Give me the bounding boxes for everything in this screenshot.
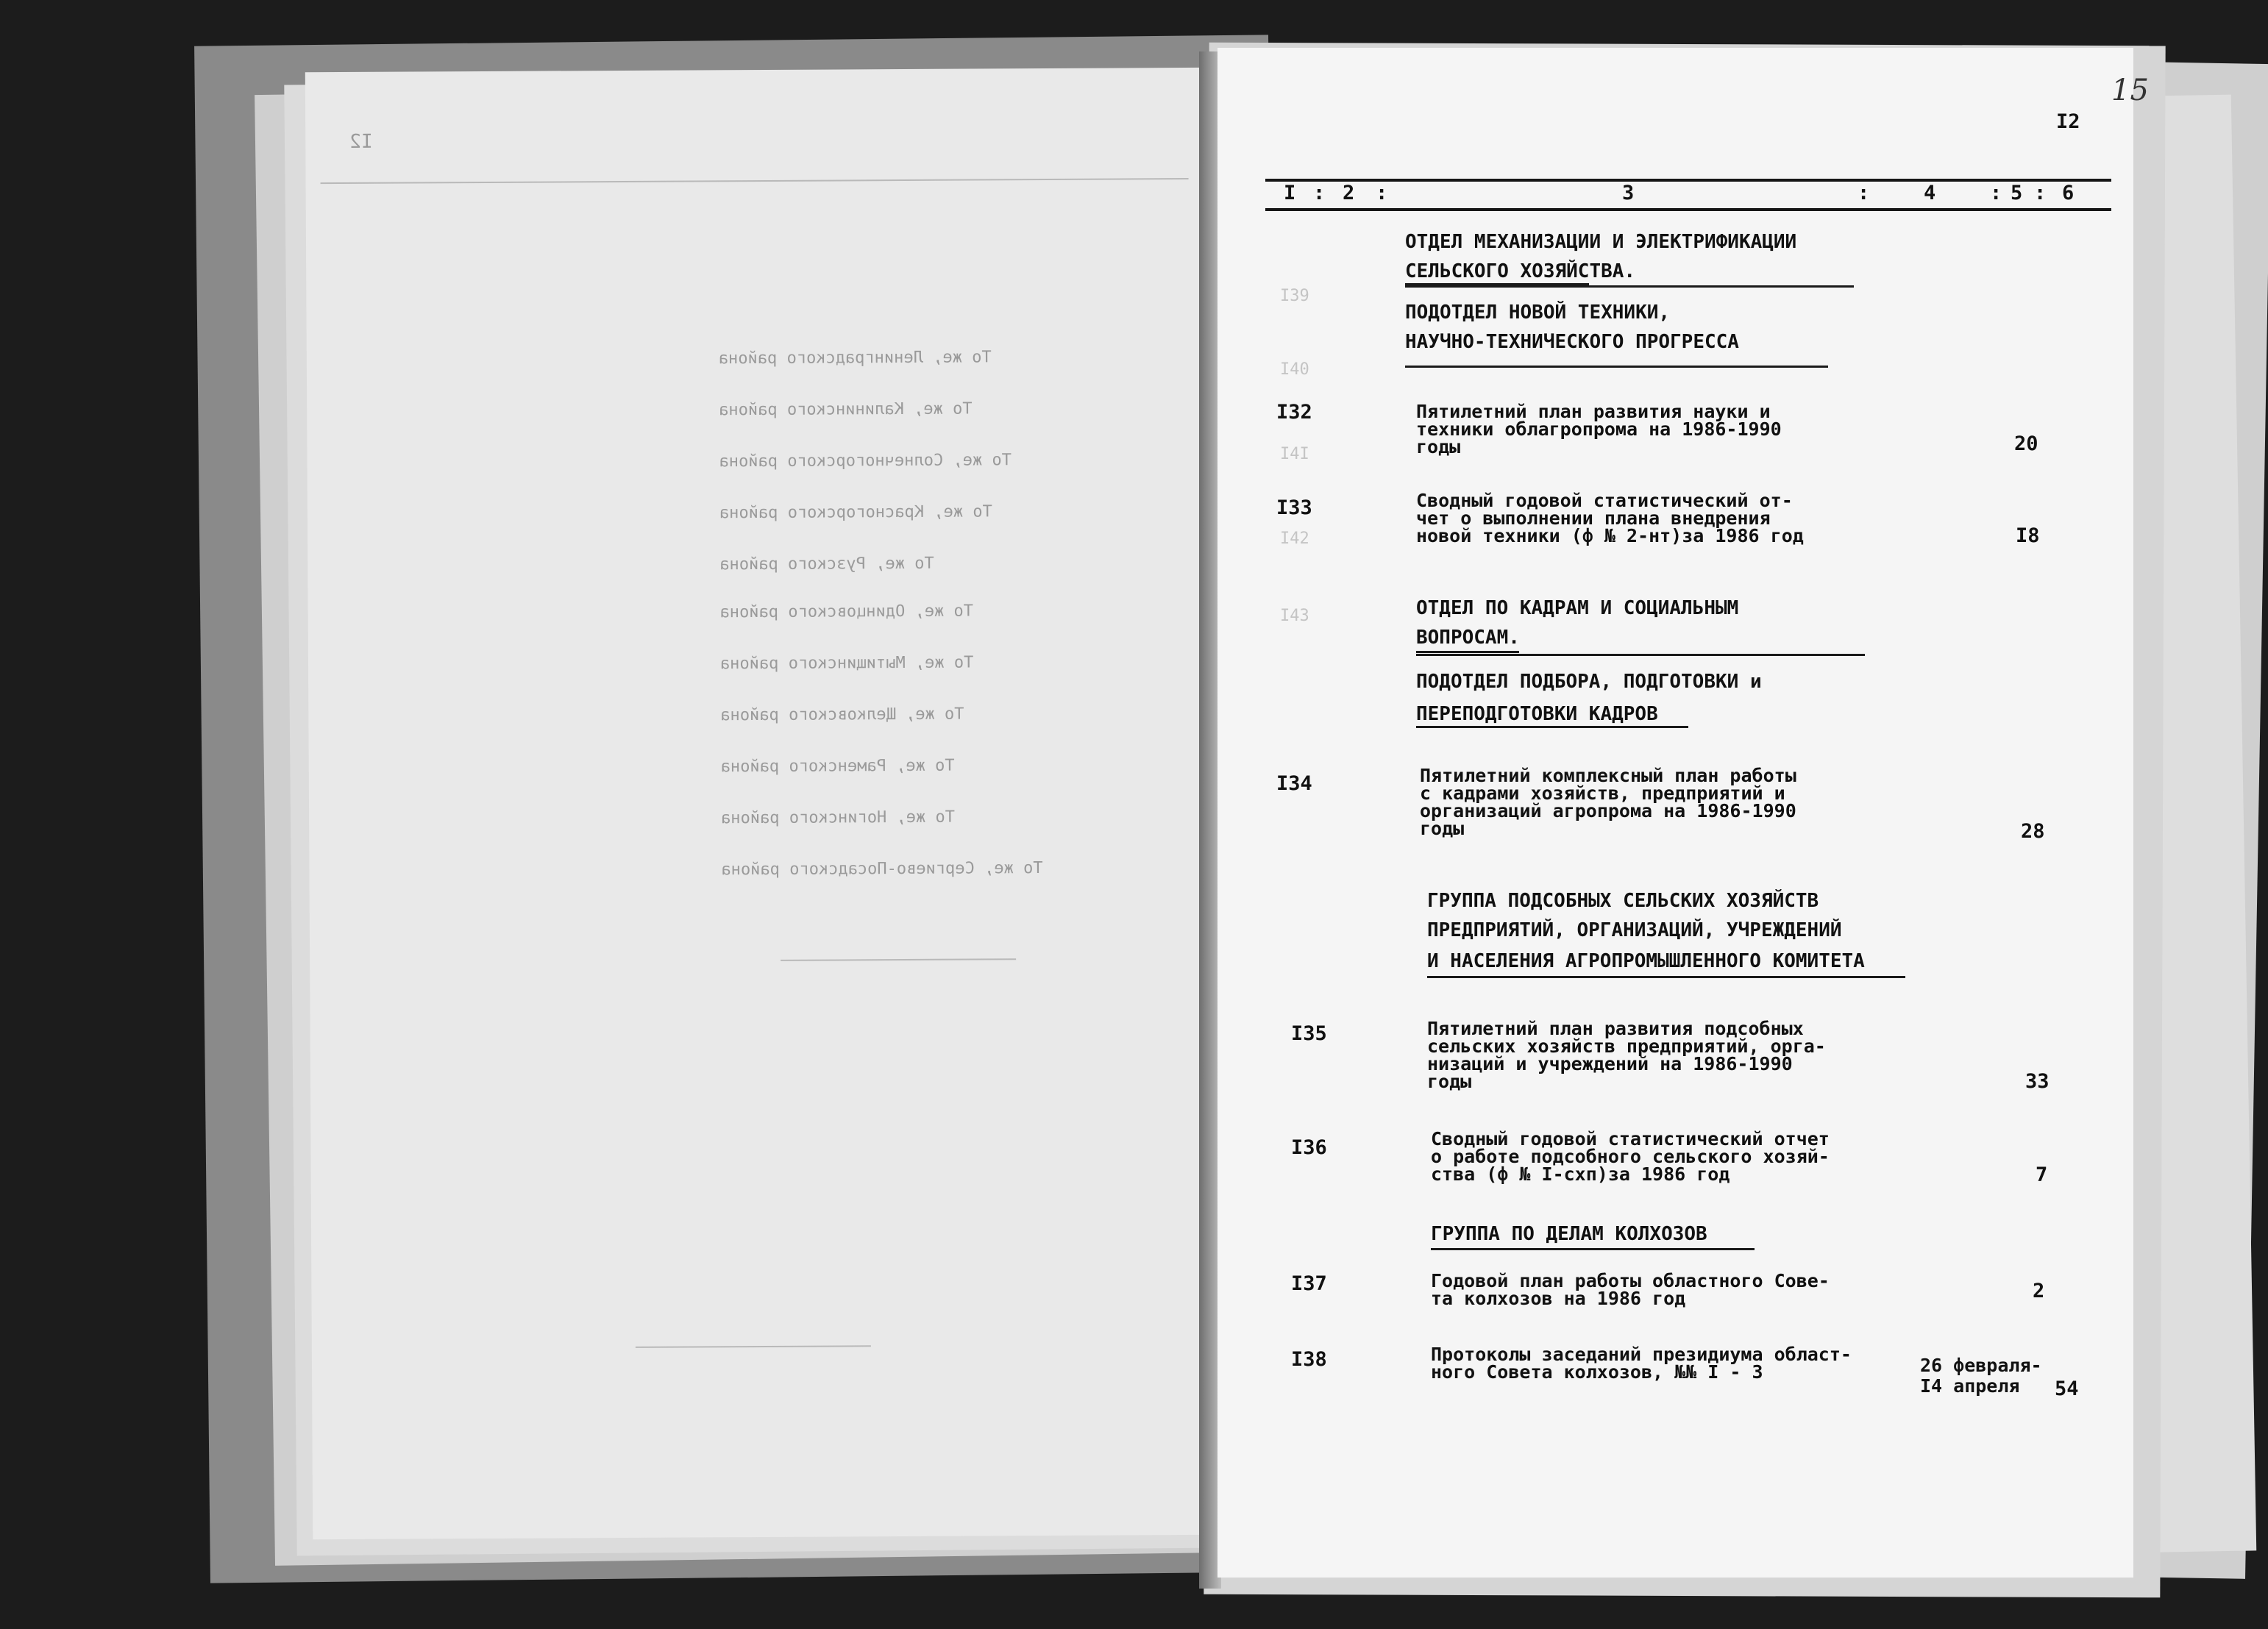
ghost-line: То же, Рузского района — [719, 554, 934, 574]
archive-stamp: 15 — [2111, 74, 2149, 107]
header-rule-top — [1265, 179, 2111, 182]
bleed-text: I4I — [1280, 445, 1309, 463]
col-separator: : — [1990, 182, 2002, 204]
header-rule-bottom — [1265, 208, 2111, 211]
entry-title-line: о работе подсобного сельского хозяй- — [1431, 1146, 1830, 1167]
ghost-line: То же, Калининского района — [719, 399, 973, 420]
section-heading: ГРУППА ПО ДЕЛАМ КОЛХОЗОВ — [1431, 1223, 1707, 1245]
section-underline — [1416, 651, 1519, 653]
entry-title-line: Пятилетний план развития подсобных — [1427, 1018, 1804, 1039]
page-number: I2 — [2056, 110, 2080, 133]
section-heading: ПЕРЕПОДГОТОВКИ КАДРОВ — [1416, 703, 1658, 725]
entry-number: I35 — [1291, 1022, 1327, 1045]
section-underline — [1427, 976, 1905, 978]
entry-number: I38 — [1291, 1348, 1327, 1371]
entry-sheets: 28 — [2021, 820, 2045, 843]
entry-number: I37 — [1291, 1272, 1327, 1295]
ghost-line: То же, Красногорского района — [719, 502, 992, 523]
section-heading: НАУЧНО-ТЕХНИЧЕСКОГО ПРОГРЕССА — [1405, 331, 1739, 353]
section-underline — [1431, 1248, 1755, 1250]
left-page-number: I2 — [349, 130, 373, 153]
col-header-3: 3 — [1622, 182, 1635, 204]
col-separator: : — [1858, 182, 1870, 204]
section-heading: ПОДОТДЕЛ ПОДБОРА, ПОДГОТОВКИ и — [1416, 671, 1762, 693]
ghost-line: То же, Щелковского района — [720, 705, 964, 725]
entry-dates: 26 февраля- — [1920, 1355, 2042, 1376]
entry-title-line: организаций агропрома на 1986-1990 — [1420, 800, 1796, 821]
ghost-underline — [781, 958, 1016, 961]
bleed-text: I42 — [1280, 530, 1309, 548]
entry-sheets: 33 — [2025, 1070, 2050, 1093]
entry-title-line: ного Совета колхозов, №№ I - 3 — [1431, 1361, 1763, 1383]
entry-sheets: I8 — [2016, 524, 2040, 547]
ghost-line: То же, Раменского района — [720, 756, 955, 777]
section-underline — [1405, 366, 1828, 368]
col-header-1: I — [1284, 182, 1296, 204]
entry-title-line: Протоколы заседаний президиума област- — [1431, 1344, 1852, 1365]
entry-title-line: с кадрами хозяйств, предприятий и — [1420, 783, 1785, 804]
entry-number: I34 — [1276, 772, 1312, 795]
entry-number: I33 — [1276, 496, 1312, 519]
section-heading: ОТДЕЛ МЕХАНИЗАЦИИ И ЭЛЕКТРИФИКАЦИИ — [1405, 231, 1797, 253]
section-heading: ПРЕДПРИЯТИЙ, ОРГАНИЗАЦИЙ, УЧРЕЖДЕНИЙ — [1427, 919, 1842, 941]
bleed-text: I39 — [1280, 287, 1309, 305]
entry-title-line: низаций и учреждений на 1986-1990 — [1427, 1053, 1793, 1074]
col-header-4: 4 — [1924, 182, 1936, 204]
col-header-6: 6 — [2062, 182, 2075, 204]
entry-sheets: 2 — [2033, 1280, 2045, 1302]
entry-number: I32 — [1276, 401, 1312, 424]
entry-title-line: техники облагропрома на 1986-1990 — [1416, 418, 1782, 440]
ghost-line: То же, Ногинского района — [721, 808, 956, 828]
entry-sheets: 54 — [2055, 1377, 2079, 1400]
entry-title-line: чет о выполнении плана внедрения — [1416, 507, 1771, 529]
entry-sheets: 7 — [2036, 1163, 2048, 1186]
entry-title-line: годы — [1427, 1071, 1472, 1092]
section-heading: ОТДЕЛ ПО КАДРАМ И СОЦИАЛЬНЫМ — [1416, 597, 1739, 619]
entry-title-line: сельских хозяйств предприятий, орга- — [1427, 1035, 1826, 1057]
section-heading: ГРУППА ПОДСОБНЫХ СЕЛЬСКИХ ХОЗЯЙСТВ — [1427, 890, 1819, 912]
section-heading: СЕЛЬСКОГО ХОЗЯЙСТВА. — [1405, 260, 1636, 282]
section-heading: ВОПРОСАМ. — [1416, 627, 1520, 649]
ghost-line: То же, Одинцовского района — [719, 602, 974, 622]
bleed-text: I40 — [1280, 360, 1309, 379]
col-header-2: 2 — [1343, 182, 1355, 204]
col-separator: : — [1313, 182, 1326, 204]
section-underline — [1416, 726, 1688, 728]
section-heading: ПОДОТДЕЛ НОВОЙ ТЕХНИКИ, — [1405, 302, 1671, 324]
bleed-text: I43 — [1280, 607, 1309, 625]
ghost-line: То же, Мытищинского района — [719, 653, 974, 674]
right-page — [1217, 48, 2149, 1578]
entry-number: I36 — [1291, 1136, 1327, 1159]
entry-title-line: ства (ф № I-схп)за 1986 год — [1431, 1163, 1730, 1185]
entry-sheets: 20 — [2014, 432, 2038, 455]
col-header-5: 5 — [2011, 182, 2023, 204]
entry-title-line: Годовой план работы областного Сове- — [1431, 1270, 1830, 1291]
ghost-line: То же, Сергиево-Посадского района — [721, 859, 1043, 880]
col-separator: : — [1376, 182, 1388, 204]
ghost-line: То же, Солнечногорского района — [719, 451, 1012, 471]
left-page — [305, 68, 1225, 1539]
section-underline — [1405, 285, 1854, 288]
entry-title-line: годы — [1420, 818, 1465, 839]
col-separator: : — [2034, 182, 2047, 204]
entry-title-line: новой техники (ф № 2-нт)за 1986 год — [1416, 525, 1804, 546]
entry-title-line: Пятилетний комплексный план работы — [1420, 765, 1796, 786]
entry-dates: I4 апреля — [1920, 1375, 2020, 1397]
left-page-rule — [321, 178, 1189, 184]
ghost-underline — [636, 1345, 871, 1348]
ghost-line: То же, Ленинградского района — [718, 348, 992, 368]
entry-title-line: та колхозов на 1986 год — [1431, 1288, 1686, 1309]
entry-title-line: Пятилетний план развития науки и — [1416, 401, 1771, 422]
entry-title-line: Сводный годовой статистический отчет — [1431, 1128, 1830, 1149]
section-heading: И НАСЕЛЕНИЯ АГРОПРОМЫШЛЕННОГО КОМИТЕТА — [1427, 950, 1865, 972]
entry-title-line: годы — [1416, 436, 1461, 457]
entry-title-line: Сводный годовой статистический от- — [1416, 490, 1793, 511]
section-underline — [1416, 654, 1865, 656]
